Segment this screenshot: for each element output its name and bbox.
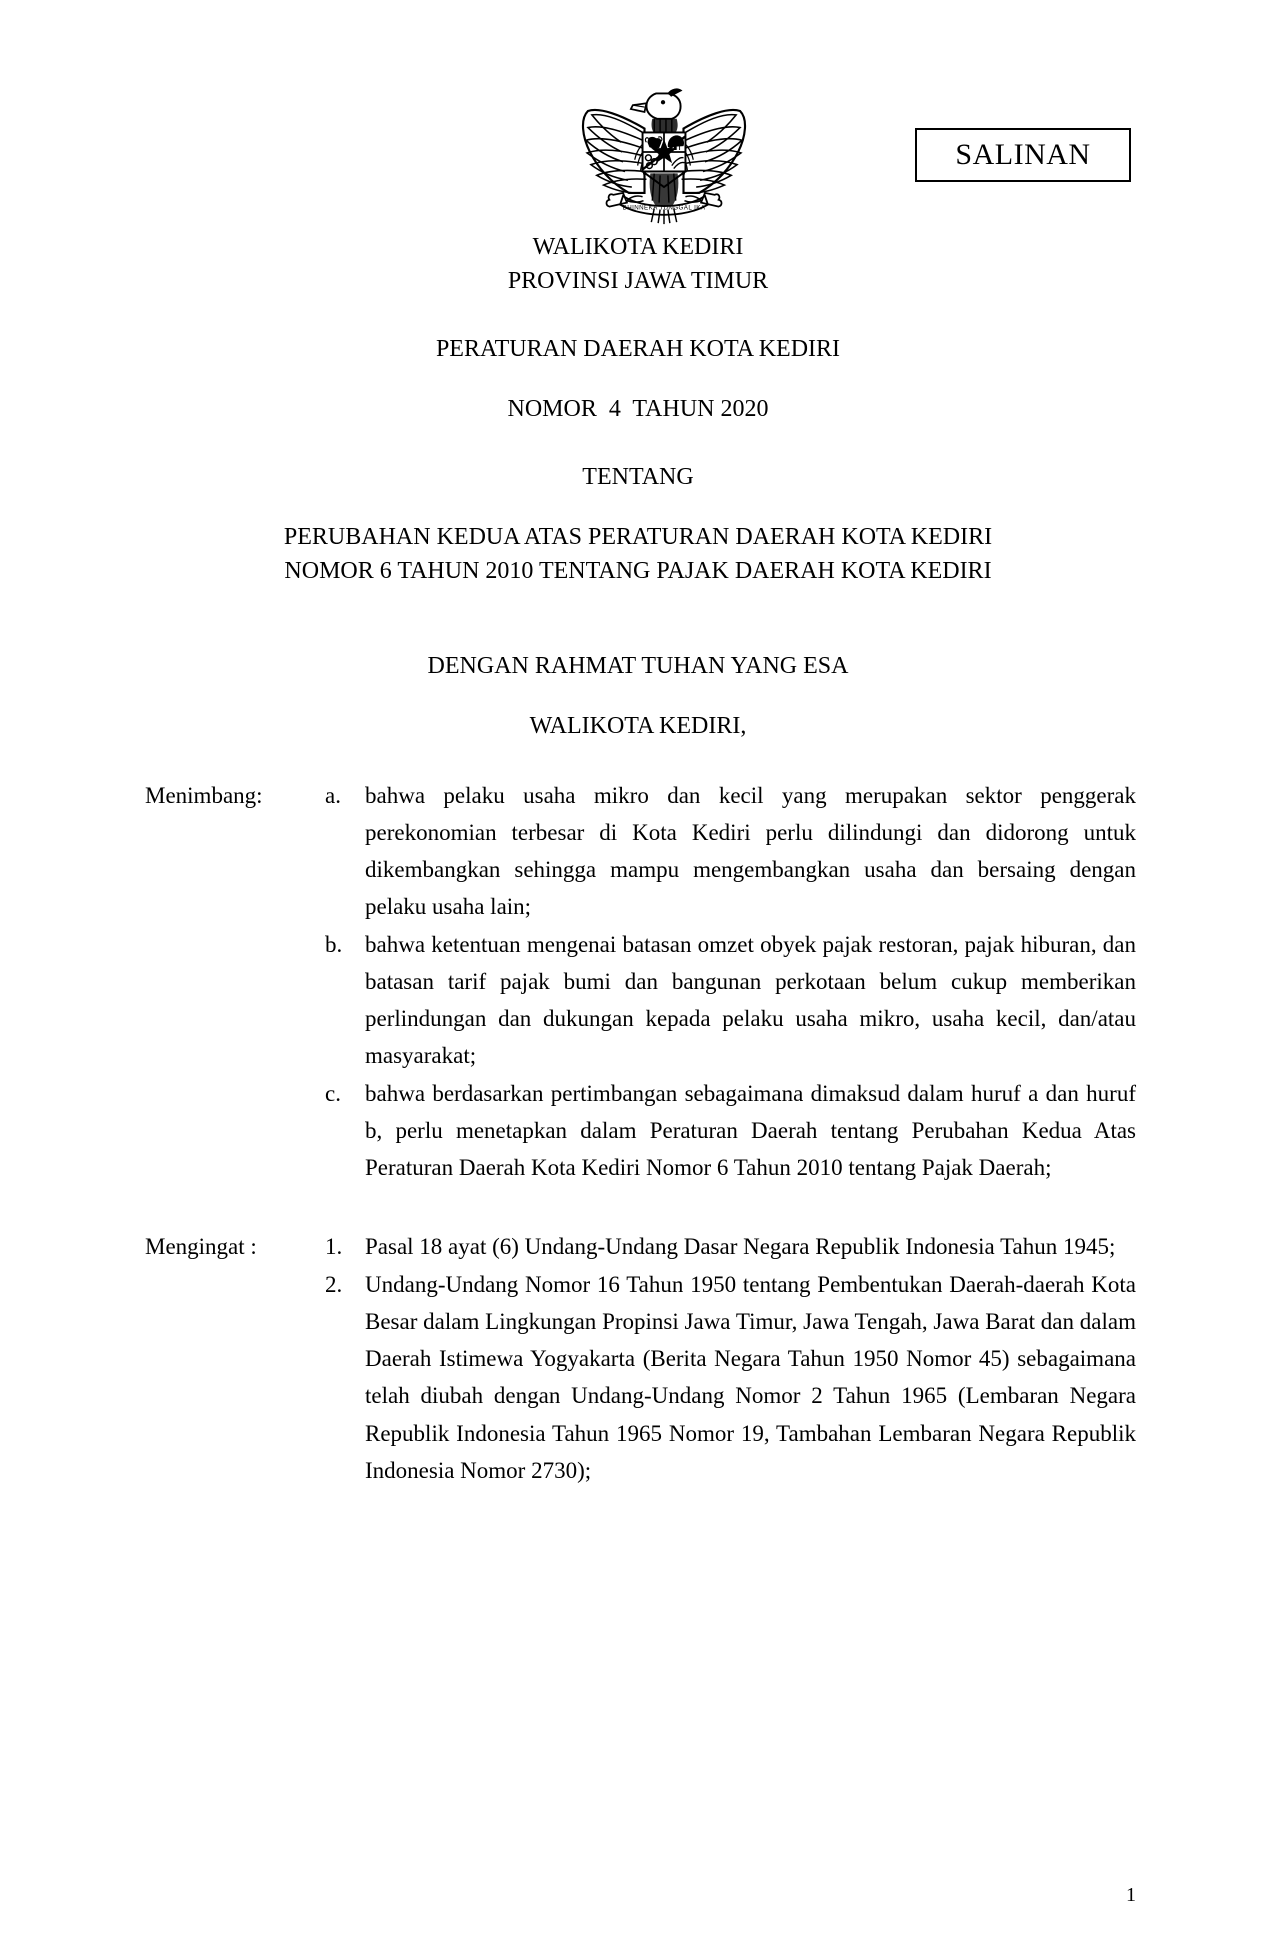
item-marker: b. <box>325 931 343 957</box>
item-text: bahwa berdasarkan pertimbangan sebagaimana dimaksud dalam huruf a dan huruf b, perlu menetapkan dalam Peraturan Daerah tentang Perubahan Kedua Atas Peraturan Daerah Kota Kediri Nomor 6 Tahun 2010 tentang Pajak Daerah; <box>365 1080 1136 1181</box>
considering-item-b <box>145 926 1136 1075</box>
invocation-line-1: DENGAN RAHMAT TUHAN YANG ESA <box>427 652 849 679</box>
considering-group <box>145 777 1136 1187</box>
item-text: bahwa ketentuan mengenai batasan omzet obyek pajak restoran, pajak hiburan, dan batasan tarif pajak bumi dan bangunan perkotaan belum cukup memberikan perlindungan dan dukungan kepada pelaku usaha mikro, usaha kecil, dan/atau masyarakat; <box>365 931 1136 1069</box>
regulation-title: PERATURAN DAERAH KOTA KEDIRI <box>435 336 841 363</box>
heading-provinsi: PROVINSI JAWA TIMUR <box>507 268 769 295</box>
clauses-container <box>0 777 1276 1490</box>
page-number: 1 <box>1126 1884 1136 1906</box>
garuda-pancasila-icon <box>566 72 762 228</box>
considering-label: Menimbang: <box>145 782 263 808</box>
recalling-item-1 <box>145 1228 1136 1265</box>
document-header <box>0 0 1276 230</box>
item-marker: 2. <box>325 1271 343 1297</box>
recalling-label: Mengingat : <box>145 1234 257 1260</box>
spacer <box>0 589 1276 649</box>
title-block <box>0 230 1276 743</box>
item-marker: a. <box>325 782 341 808</box>
item-marker: c. <box>325 1080 341 1106</box>
spacer <box>0 494 1276 520</box>
item-text: Undang-Undang Nomor 16 Tahun 1950 tentang Pembentukan Daerah-daerah Kota Besar dalam Lingkungan Propinsi Jawa Timur, Jawa Tengah, Jawa Barat dan dalam Daerah Istimewa Yogyakarta (Berita Negara Tahun 1950 Nomor 45) sebagaimana telah diubah dengan Undang-Undang Nomor 2 Tahun 1965 (Lembaran Negara Republik Indonesia Tahun 1965 Nomor 19, Tambahan Lembaran Negara Republik Indonesia Nomor 2730); <box>365 1271 1136 1483</box>
recalling-group <box>145 1228 1136 1489</box>
spacer <box>0 683 1276 709</box>
heading-walikota: WALIKOTA KEDIRI <box>532 234 744 260</box>
spacer <box>145 1186 1136 1228</box>
about-line-2: NOMOR 6 TAHUN 2010 TENTANG PAJAK DAERAH KOTA KEDIRI <box>284 558 992 585</box>
salinan-stamp-label: SALINAN <box>955 138 1091 171</box>
about-line-1: PERUBAHAN KEDUA ATAS PERATURAN DAERAH KOTA KEDIRI <box>283 524 993 551</box>
recalling-item-2 <box>145 1266 1136 1490</box>
spacer <box>0 298 1276 332</box>
considering-item-a <box>145 777 1136 926</box>
spacer <box>0 366 1276 392</box>
item-text: Pasal 18 ayat (6) Undang-Undang Dasar Negara Republik Indonesia Tahun 1945; <box>365 1234 1116 1260</box>
spacer <box>0 426 1276 460</box>
item-text: bahwa pelaku usaha mikro dan kecil yang merupakan sektor penggerak perekonomian terbesar di Kota Kediri perlu dilindungi dan didorong untuk dikembangkan sehingga mampu mengembangkan usaha dan bersaing dengan pelaku usaha lain; <box>365 782 1136 920</box>
about-label: TENTANG <box>582 464 694 491</box>
regulation-number: NOMOR 4 TAHUN 2020 <box>507 396 769 423</box>
considering-item-c <box>145 1075 1136 1187</box>
svg-text:BHINNEKA TUNGGAL IKA: BHINNEKA TUNGGAL IKA <box>622 204 706 212</box>
salinan-stamp-box <box>915 128 1131 182</box>
invocation-line-2: WALIKOTA KEDIRI, <box>529 712 747 739</box>
item-marker: 1. <box>325 1234 343 1260</box>
